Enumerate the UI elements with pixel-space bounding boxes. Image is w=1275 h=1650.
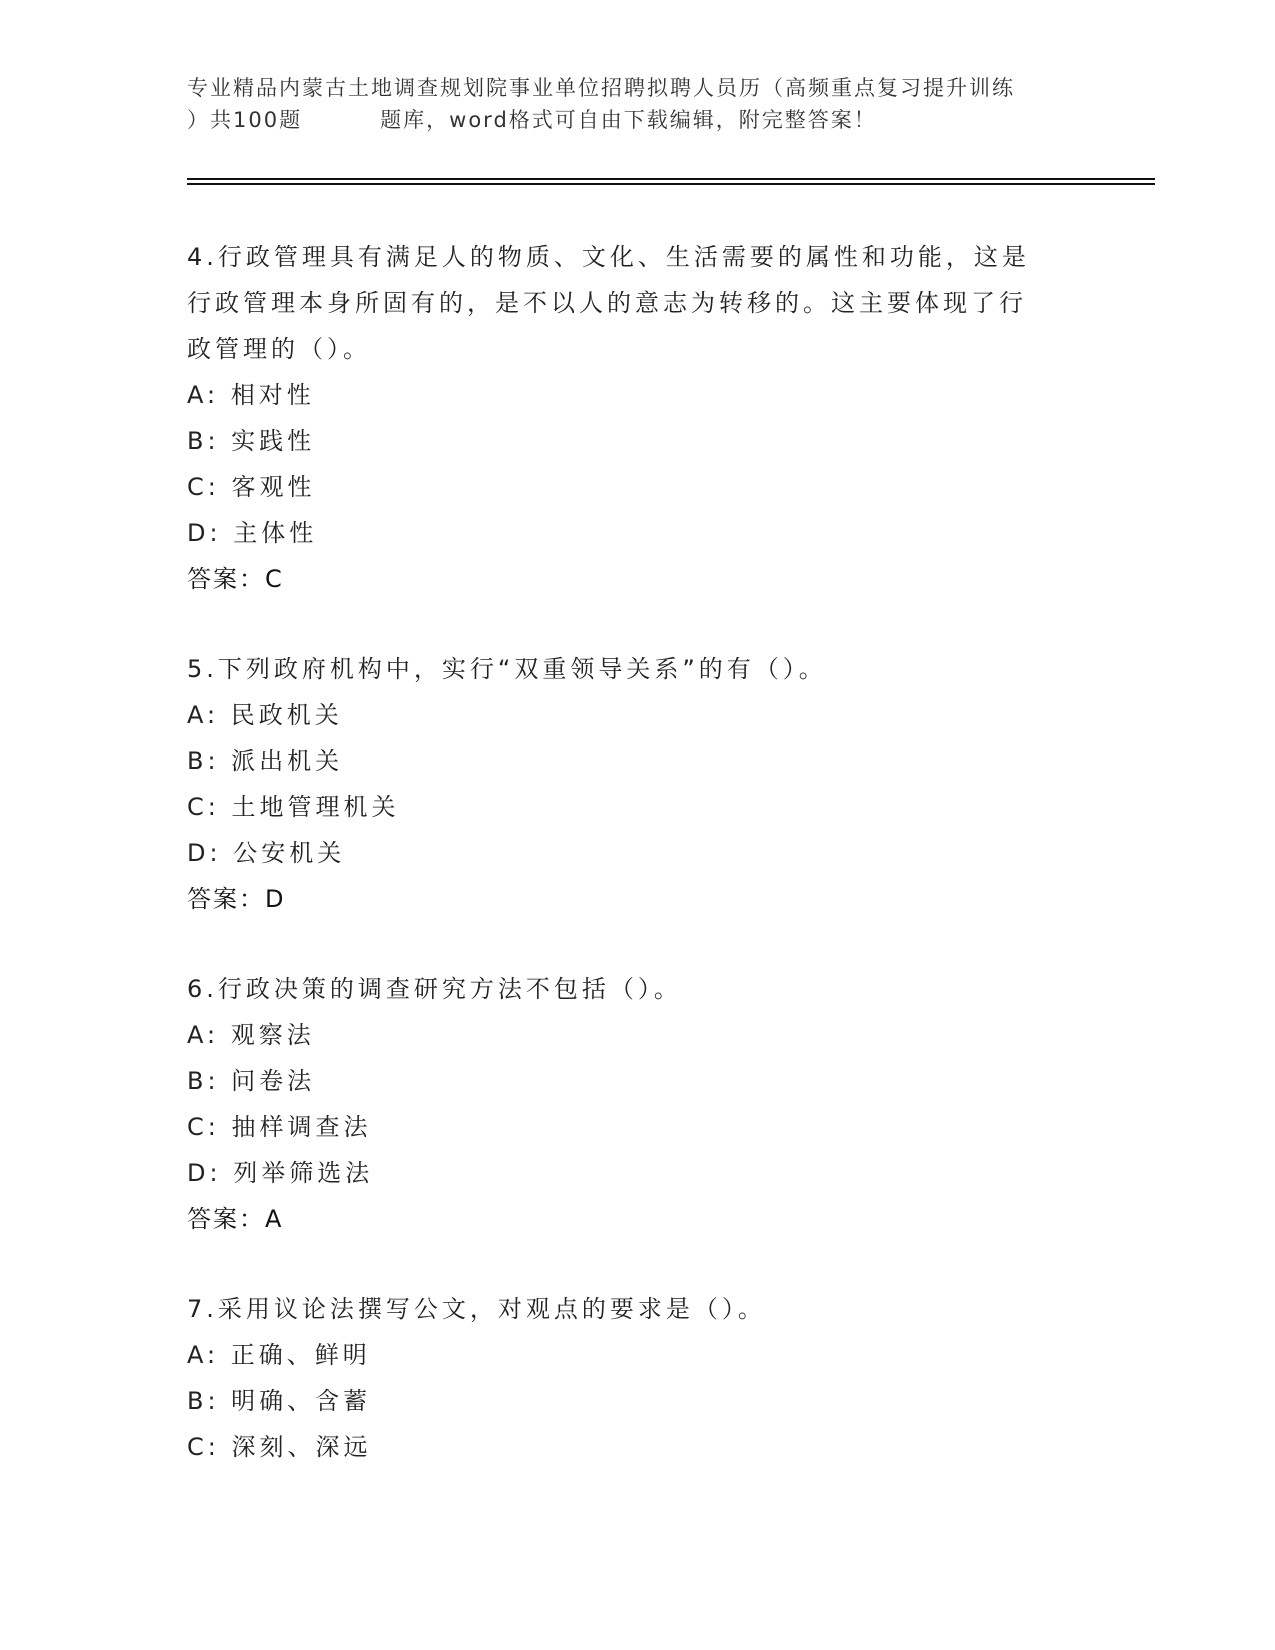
- option-b: B: 问卷法: [187, 1067, 316, 1095]
- option-c: C: 土地管理机关: [187, 793, 400, 821]
- header-divider-bottom: [187, 183, 1155, 185]
- header-divider-top: [187, 178, 1155, 180]
- answer-label: 答案：C: [187, 565, 284, 593]
- answer-label: 答案：D: [187, 885, 286, 913]
- header-title-line-2: ）共100题 题库，word格式可自由下载编辑，附完整答案！: [187, 108, 877, 132]
- question-stem: [187, 966, 1067, 1012]
- option-d: D: 主体性: [187, 519, 318, 547]
- option-b: B: 实践性: [187, 427, 316, 455]
- question-6: [187, 966, 1067, 1242]
- answer-label: 答案：A: [187, 1205, 284, 1233]
- option-b: B: 派出机关: [187, 747, 344, 775]
- question-7: [187, 1286, 1067, 1470]
- question-5: [187, 646, 1067, 922]
- option-a: A: 正确、鲜明: [187, 1341, 371, 1369]
- document-header: [187, 72, 1087, 136]
- option-a: A: 民政机关: [187, 701, 343, 729]
- question-stem: [187, 1286, 1067, 1332]
- option-c: C: 深刻、深远: [187, 1433, 372, 1461]
- question-stem-line: 4.行政管理具有满足人的物质、文化、生活需要的属性和功能，这是: [187, 243, 1030, 271]
- question-4: [187, 234, 1067, 602]
- option-d: D: 列举筛选法: [187, 1159, 374, 1187]
- option-c: C: 客观性: [187, 473, 316, 501]
- header-title-line-1: 专业精品内蒙古土地调查规划院事业单位招聘拟聘人员历（高频重点复习提升训练: [187, 76, 1015, 100]
- question-stem: [187, 234, 1067, 372]
- option-d: D: 公安机关: [187, 839, 346, 867]
- option-a: A: 观察法: [187, 1021, 315, 1049]
- option-a: A: 相对性: [187, 381, 315, 409]
- question-stem: [187, 646, 1067, 692]
- question-stem-line: 6.行政决策的调查研究方法不包括（）。: [187, 975, 682, 1003]
- question-stem-line: 5.下列政府机构中，实行“双重领导关系”的有（）。: [187, 655, 827, 683]
- question-stem-line: 行政管理本身所固有的，是不以人的意志为转移的。这主要体现了行: [187, 289, 1027, 317]
- question-stem-line: 政管理的（）。: [187, 335, 371, 363]
- option-c: C: 抽样调查法: [187, 1113, 372, 1141]
- option-b: B: 明确、含蓄: [187, 1387, 372, 1415]
- question-stem-line: 7.采用议论法撰写公文，对观点的要求是（）。: [187, 1295, 766, 1323]
